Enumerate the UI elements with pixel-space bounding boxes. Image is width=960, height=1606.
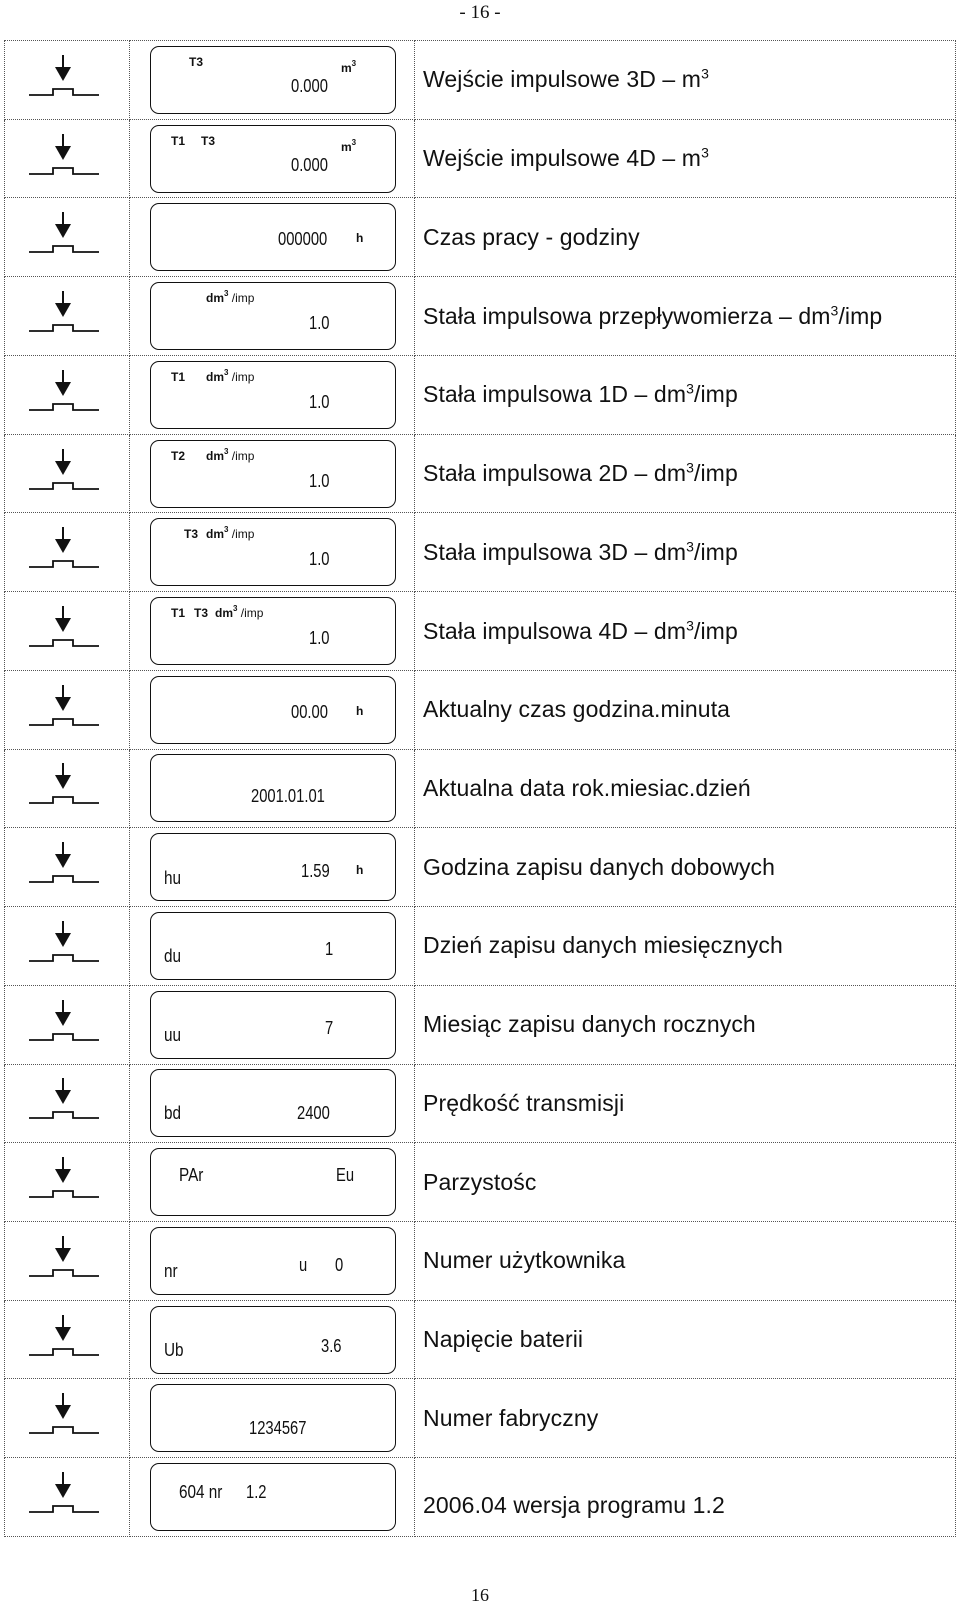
- table-row: [5, 749, 956, 828]
- lcd-label: PAr: [179, 1165, 204, 1186]
- lcd-display: [150, 1227, 396, 1295]
- button-press-icon: [5, 753, 129, 823]
- lcd-annunciator: T3: [194, 606, 209, 620]
- lcd-annunciator: T1: [171, 606, 186, 620]
- lcd-value: 1.0: [309, 313, 330, 334]
- button-press-icon: [5, 439, 129, 509]
- description-text: Aktualny czas godzina.minuta: [423, 696, 731, 723]
- description-text: Napięcie baterii: [423, 1326, 584, 1353]
- lcd-label: Ub: [164, 1339, 184, 1360]
- lcd-label: du: [164, 945, 182, 966]
- lcd-annunciator: T1: [171, 369, 186, 384]
- lcd-unit: $m^3$: [341, 137, 357, 154]
- lcd-value: 1.0: [309, 470, 330, 491]
- lcd-display: [150, 1384, 396, 1452]
- icon-cell: [5, 41, 130, 120]
- lcd-display: [150, 125, 396, 193]
- description-suffix: /imp: [693, 381, 738, 408]
- lcd-unit-annunciator: $dm^3$ /imp: [206, 367, 255, 384]
- lcd-unit: h: [356, 703, 364, 718]
- description-text: Numer użytkownika: [423, 1247, 626, 1274]
- lcd-display: [150, 361, 396, 429]
- lcd-unit-annunciator: $dm^3$ /imp: [206, 446, 255, 463]
- table-row: [5, 41, 956, 120]
- table-row: [5, 1222, 956, 1301]
- description-text: 2006.04 wersja programu 1.2: [423, 1491, 725, 1518]
- button-press-icon: [5, 1068, 129, 1138]
- lcd-display: [150, 676, 396, 744]
- description-text: Czas pracy - godziny: [423, 223, 640, 250]
- description-text: Dzień zapisu danych miesięcznych: [423, 932, 783, 959]
- table-row: [5, 119, 956, 198]
- description-text: Stała impulsowa 1D – dm: [423, 381, 687, 408]
- table-row: [5, 1143, 956, 1222]
- button-press-icon: [5, 202, 129, 272]
- lcd-display: [150, 1306, 396, 1374]
- lcd-value: 1234567: [249, 1418, 307, 1439]
- description-text: Wejście impulsowe 3D – m: [423, 66, 702, 93]
- table-row: [5, 277, 956, 356]
- lcd-unit-annunciator: $dm^3$ /imp: [206, 289, 255, 306]
- lcd-display: [150, 1148, 396, 1216]
- button-press-icon: [5, 124, 129, 194]
- table-row: [5, 592, 956, 671]
- lcd-annunciator: T3: [189, 54, 204, 69]
- description-cell: [415, 41, 956, 120]
- description-text: Numer fabryczny: [423, 1404, 599, 1431]
- description-suffix: /imp: [838, 302, 883, 329]
- button-press-icon: [5, 832, 129, 902]
- description-text: Godzina zapisu danych dobowych: [423, 853, 776, 880]
- table-row: [5, 355, 956, 434]
- description-text: Prędkość transmisji: [423, 1089, 625, 1116]
- table-row: [5, 1064, 956, 1143]
- superscript: 3: [701, 65, 709, 82]
- lcd-display: [150, 518, 396, 586]
- lcd-unit: h: [356, 863, 364, 878]
- parameter-table: [4, 40, 956, 1537]
- lcd-annunciator: T3: [201, 133, 216, 148]
- table-row: [5, 828, 956, 907]
- display-cell: [130, 41, 415, 120]
- lcd-label: nr: [164, 1260, 178, 1281]
- lcd-display: [150, 754, 396, 822]
- button-press-icon: [5, 675, 129, 745]
- button-press-icon: [5, 1383, 129, 1453]
- page-header: - 16 -: [459, 2, 501, 23]
- description-text: Stała impulsowa 2D – dm: [423, 460, 687, 487]
- table-row: [5, 513, 956, 592]
- description-text: Aktualna data rok.miesiac.dzień: [423, 774, 751, 801]
- lcd-unit: h: [356, 231, 364, 246]
- button-press-icon: [5, 517, 129, 587]
- lcd-annunciator: T1: [171, 133, 186, 148]
- lcd-value: 1.0: [309, 391, 330, 412]
- lcd-value: 0.000: [291, 154, 328, 175]
- lcd-label: 604 nr: [179, 1482, 223, 1503]
- lcd-display: [150, 1463, 396, 1531]
- lcd-value: 00.00: [291, 701, 328, 722]
- lcd-display: [150, 597, 396, 665]
- button-press-icon: [5, 990, 129, 1060]
- lcd-display: [150, 833, 396, 901]
- lcd-label: hu: [164, 868, 182, 889]
- lcd-display: [150, 991, 396, 1059]
- table-row: [5, 1458, 956, 1537]
- lcd-display: [150, 282, 396, 350]
- lcd-display: [150, 912, 396, 980]
- description-text: Stała impulsowa 4D – dm: [423, 617, 687, 644]
- description-text: Wejście impulsowe 4D – m: [423, 145, 702, 172]
- lcd-value: 1: [325, 938, 334, 959]
- button-press-icon: [5, 911, 129, 981]
- superscript: 3: [686, 616, 694, 633]
- description-suffix: /imp: [693, 460, 738, 487]
- lcd-unit: $m^3$: [341, 58, 357, 75]
- lcd-value: 1.0: [309, 628, 330, 648]
- lcd-value: 000000: [278, 229, 328, 250]
- lcd-value: Eu: [336, 1165, 355, 1186]
- superscript: 3: [686, 380, 694, 397]
- superscript: 3: [701, 144, 709, 161]
- table-row: [5, 434, 956, 513]
- lcd-value: 7: [325, 1017, 334, 1038]
- description-suffix: /imp: [693, 538, 738, 565]
- button-press-icon: [5, 281, 129, 351]
- lcd-value: 1.2: [246, 1482, 267, 1503]
- lcd-value: 3.6: [321, 1335, 342, 1356]
- button-press-icon: [5, 45, 129, 115]
- lcd-display: [150, 203, 396, 271]
- lcd-value: 1.59: [301, 861, 330, 882]
- superscript: 3: [686, 538, 694, 555]
- lcd-display: [150, 1069, 396, 1137]
- description-text: Parzystośc: [423, 1168, 537, 1195]
- button-press-icon: [5, 1147, 129, 1217]
- table-row: [5, 907, 956, 986]
- lcd-unit-annunciator: $dm^3$ /imp: [206, 525, 255, 542]
- lcd-value: 1.0: [309, 549, 330, 570]
- button-press-icon: [5, 1462, 129, 1532]
- lcd-value: 2001.01.01: [251, 786, 325, 807]
- superscript: 3: [686, 459, 694, 476]
- table-row: [5, 670, 956, 749]
- table-row: [5, 198, 956, 277]
- lcd-label: uu: [164, 1024, 182, 1045]
- lcd-value: 0.000: [291, 75, 328, 96]
- page-number: 16: [471, 1585, 489, 1605]
- lcd-unit-annunciator: $dm^3$ /imp: [215, 604, 264, 620]
- lcd-annunciator: T3: [184, 527, 199, 542]
- button-press-icon: [5, 596, 129, 666]
- description-suffix: /imp: [693, 617, 738, 644]
- description-text: Stała impulsowa 3D – dm: [423, 538, 687, 565]
- button-press-icon: [5, 1305, 129, 1375]
- table-row: [5, 985, 956, 1064]
- lcd-value: 2400: [297, 1103, 330, 1124]
- lcd-label: bd: [164, 1103, 182, 1124]
- description-text: Stała impulsowa przepływomierza – dm: [423, 302, 831, 329]
- button-press-icon: [5, 1226, 129, 1296]
- description-text: Miesiąc zapisu danych rocznych: [423, 1011, 756, 1038]
- superscript: 3: [830, 301, 839, 318]
- table-row: [5, 1300, 956, 1379]
- table-row: [5, 1379, 956, 1458]
- lcd-value-prefix: u: [299, 1254, 308, 1275]
- lcd-display: [150, 46, 396, 114]
- lcd-annunciator: T2: [171, 448, 186, 463]
- lcd-value: 0: [335, 1254, 344, 1275]
- button-press-icon: [5, 360, 129, 430]
- lcd-display: [150, 440, 396, 508]
